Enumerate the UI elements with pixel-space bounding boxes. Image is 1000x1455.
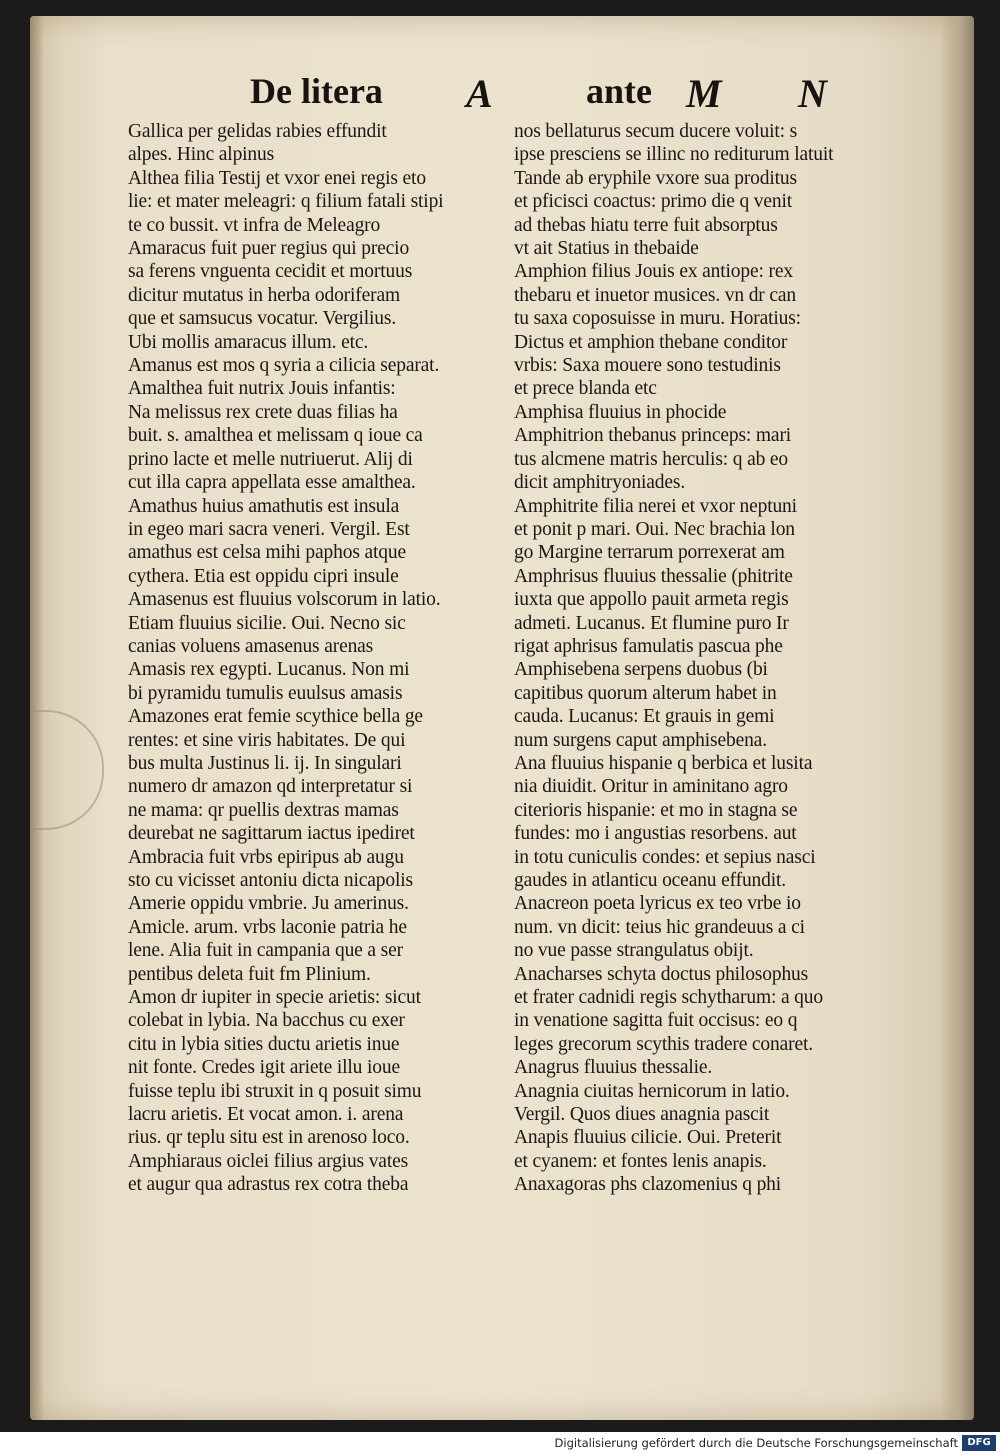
text-line: Ubi mollis amaracus illum. etc. [128,331,369,353]
text-line: amathus est celsa mihi paphos atque [128,542,406,564]
text-line: citu in lybia sities ductu arietis inue [128,1033,400,1055]
text-line: buit. s. amalthea et melissam q ioue ca [128,425,423,447]
text-line: sto cu vicisset antoniu dicta nicapolis [128,870,413,891]
text-line: Amerie oppidu vmbrie. Ju amerinus. [128,893,409,915]
text-line: Amphisebena serpens duobus (bi [514,659,768,681]
page-tab-impression [30,710,104,830]
text-line: Tande ab eryphile vxore sua proditus [514,167,797,189]
text-line: fundes: mo i angustias resorbens. aut [514,823,797,845]
text-line: et prece blanda etc [514,378,657,400]
funding-credit: Digitalisierung gefördert durch die Deutsche Forschungsgemeinschaft [554,1436,958,1450]
text-line: Amathus huius amathutis est insula [128,495,400,517]
text-line: cauda. Lucanus: Et grauis in gemi [514,706,775,728]
text-line: Amphitrite filia nerei et vxor neptuni [514,495,797,517]
text-line: in venatione sagitta fuit occisus: eo q [514,1010,798,1032]
text-line: go Margine terrarum porrexerat am [514,542,785,564]
text-line: nia diuidit. Oritur in aminitano agro [514,776,788,798]
text-line: capitibus quorum alterum habet in [514,682,777,704]
text-line: tu saxa coposuisse in muru. Horatius: [514,308,801,330]
text-line: Anapis fluuius cilicie. Oui. Preterit [514,1127,782,1149]
text-line: num surgens caput amphisebena. [514,729,767,751]
text-line: Anaxagoras phs clazomenius q phi [514,1174,782,1196]
text-line: colebat in lybia. Na bacchus cu exer [128,1010,405,1032]
text-line: ipse presciens se illinc no rediturum latuit [514,144,834,166]
text-line: te co bussit. vt infra de Meleagro [128,214,381,236]
text-line: Amalthea fuit nutrix Jouis infantis: [128,378,396,400]
header-letter: A [466,71,493,116]
text-line: admeti. Lucanus. Et flumine puro Ir [514,612,789,634]
text-line: Althea filia Testij et vxor enei regis eto [128,167,426,189]
text-line: nit fonte. Credes igit ariete illu ioue [128,1057,400,1079]
header-ante: ante [586,71,652,111]
digitization-footer [0,1432,1000,1455]
text-line: Amon dr iupiter in specie arietis: sicut [128,987,421,1009]
text-line: Anacharses schyta doctus philosophus [514,963,809,985]
text-line: vrbis: Saxa mouere sono testudinis [514,355,781,377]
text-line: Amasenus est fluuius volscorum in latio. [128,589,441,611]
text-line: leges grecorum scythis tradere conaret. [514,1033,813,1055]
running-header [250,70,850,122]
text-line: numero dr amazon qd interpretatur si [128,776,413,798]
text-line: rigat aphrisus famulatis pascua phe [514,635,783,657]
text-line: nos bellaturus secum ducere voluit: s [514,121,798,142]
text-line: dicitur mutatus in herba odoriferam [128,284,400,306]
text-line: Anagrus fluuius thessalie. [514,1057,713,1079]
text-line: Amicle. arum. vrbs laconie patria he [128,916,407,938]
text-line: dicit amphitryoniades. [514,472,686,494]
text-column-right [514,120,884,1197]
text-line: cythera. Etia est oppidu cipri insule [128,565,399,587]
text-line: Amphiaraus oiclei filius argius vates [128,1150,409,1172]
text-line: canias voluens amasenus arenas [128,635,374,657]
text-line: Anagnia ciuitas hernicorum in latio. [514,1080,790,1102]
text-line: no vue passe strangulatus obijt. [514,940,754,962]
text-line: Amphrisus fluuius thessalie (phitrite [514,565,793,587]
text-line: Na melissus rex crete duas filias ha [128,401,398,423]
folio-number: N [798,71,827,116]
text-line: deurebat ne sagittarum iactus ipediret [128,823,415,845]
text-line: Etiam fluuius sicilie. Oui. Necno sic [128,612,406,634]
text-line: et augur qua adrastus rex cotra theba [128,1174,409,1196]
text-line: Amaracus fuit puer regius qui precio [128,238,410,260]
text-line: bi pyramidu tumulis euulsus amasis [128,682,403,704]
text-line: rentes: et sine viris habitates. De qui [128,729,406,751]
text-line: rius. qr teplu situ est in arenoso loco. [128,1127,410,1149]
text-line: pentibus deleta fuit fm Plinium. [128,963,371,985]
text-line: et pficisci coactus: primo die q venit [514,191,793,213]
text-line: Dictus et amphion thebane conditor [514,331,788,353]
text-line: Amphitrion thebanus princeps: mari [514,425,792,447]
text-line: bus multa Justinus li. ij. In singulari [128,752,402,774]
text-line: Amphisa fluuius in phocide [514,401,727,423]
text-line: num. vn dicit: teius hic grandeuus a ci [514,916,805,938]
text-line: prino lacte et melle nutriuerut. Alij di [128,448,413,470]
text-line: cut illa capra appellata esse amalthea. [128,472,416,494]
text-line: Amasis rex egypti. Lucanus. Non mi [128,659,410,681]
text-line: lacru arietis. Et vocat amon. i. arena [128,1104,404,1126]
text-line: Ana fluuius hispanie q berbica et lusita [514,752,813,774]
text-line: et cyanem: et fontes lenis anapis. [514,1150,767,1172]
text-line: Amazones erat femie scythice bella ge [128,706,423,728]
text-line: Anacreon poeta lyricus ex teo vrbe io [514,893,801,915]
text-line: lie: et mater meleagri: q filium fatali stipi [128,191,444,213]
text-line: in totu cuniculis condes: et sepius nasci [514,846,816,868]
text-line: Gallica per gelidas rabies effundit [128,121,387,142]
text-line: ad thebas hiatu terre fuit absorptus [514,214,778,236]
text-line: Vergil. Quos diues anagnia pascit [514,1104,770,1126]
text-line: Amanus est mos q syria a cilicia separat. [128,355,440,377]
text-line: et frater cadnidi regis schytharum: a quo [514,987,823,1009]
text-line: iuxta que appollo pauit armeta regis [514,589,789,611]
text-line: vt ait Statius in thebaide [514,238,699,260]
text-line: et ponit p mari. Oui. Nec brachia lon [514,518,795,540]
text-line: citerioris hispanie: et mo in stagna se [514,799,798,821]
text-column-left [128,120,498,1197]
text-line: fuisse teplu ibi struxit in q posuit simu [128,1080,422,1102]
text-line: in egeo mari sacra veneri. Vergil. Est [128,518,410,540]
text-line: thebaru et inuetor musices. vn dr can [514,284,796,306]
text-line: sa ferens vnguenta cecidit et mortuus [128,261,413,283]
text-line: gaudes in atlanticu oceanu effundit. [514,870,787,891]
text-line: Amphion filius Jouis ex antiope: rex [514,261,793,283]
header-letter-secondary: M [686,71,722,116]
text-line: ne mama: qr puellis dextras mamas [128,799,399,821]
text-line: Ambracia fuit vrbs epiripus ab augu [128,846,404,868]
header-title: De litera [250,71,383,111]
dfg-logo: DFG [962,1435,996,1451]
text-line: lene. Alia fuit in campania que a ser [128,940,403,962]
text-line: que et samsucus vocatur. Vergilius. [128,308,397,330]
text-line: alpes. Hinc alpinus [128,144,275,166]
text-line: tus alcmene matris herculis: q ab eo [514,448,789,470]
binding-gutter [940,16,974,1420]
